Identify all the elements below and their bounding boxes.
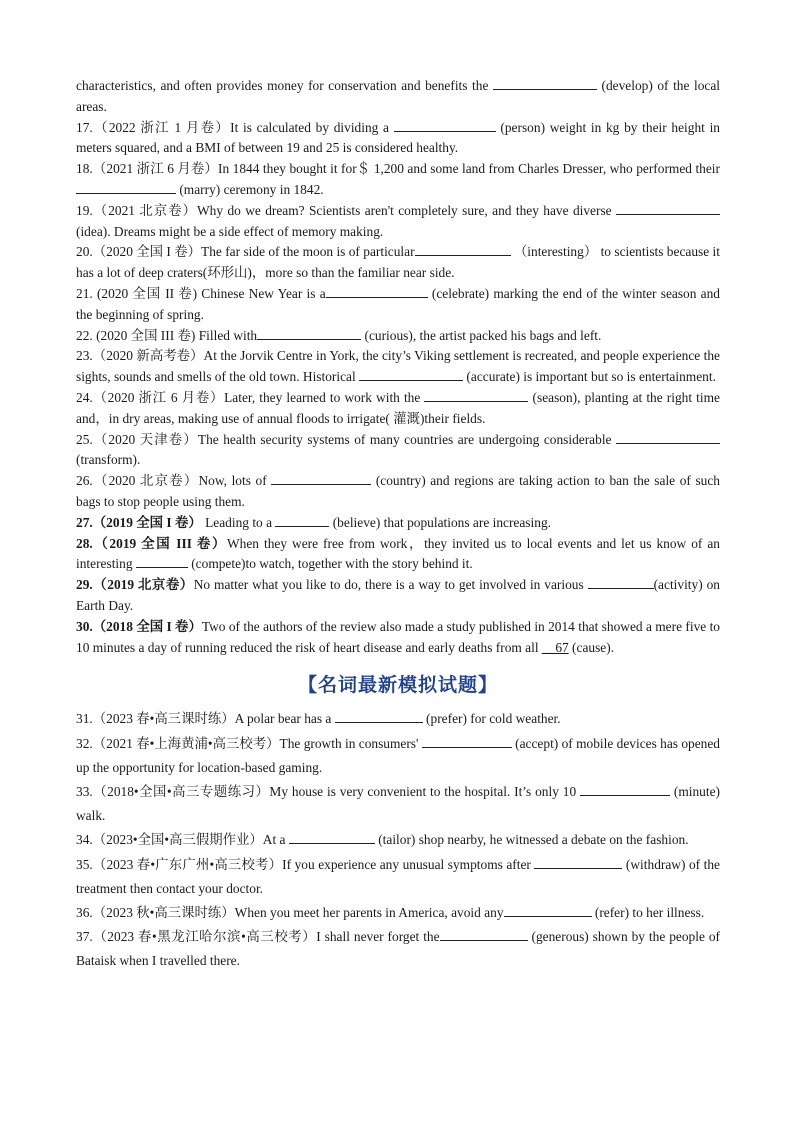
question-text: (refer) to her illness.	[591, 904, 705, 920]
question-text: 26.（2020 北京卷）Now, lots of	[76, 473, 272, 489]
exam-items-real	[76, 76, 720, 658]
question-text: 24.（2020 浙江 6 月卷）Later, they learned to work with the	[76, 389, 425, 405]
answer-blank[interactable]	[440, 928, 528, 941]
question-q30	[76, 617, 720, 659]
question-text: 31.（2023 春•高三课时练）A polar bear has a	[76, 711, 335, 727]
question-q22	[76, 326, 720, 347]
question-text: (season), planting at the right time and，in dry areas, making use of annual floods to irrigate( 灌溉)their fields.	[76, 389, 720, 426]
answer-blank[interactable]	[588, 576, 654, 589]
question-text: 28.	[76, 535, 93, 551]
question-text: 30.	[76, 618, 93, 634]
question-text: (accurate) is important but so is entertainment.	[463, 369, 716, 385]
question-text: (minute) walk.	[76, 783, 720, 824]
question-text: 34.（2023•全国•高三假期作业）At a	[76, 832, 289, 848]
question-q28	[76, 534, 720, 576]
question-text: Two of the authors of the review also made a study published in 2014 that showed a mere five to 10 minutes a day of running reduced the risk of heart disease and early deaths from all	[76, 618, 720, 655]
question-text: Leading to a	[201, 514, 276, 530]
question-text: 23.（2020 新高考卷）At the Jorvik Centre in York, the city’s Viking settlement is recreated, and people experience the sights, sounds and smells of the old town. Historical	[76, 348, 720, 385]
question-text: (prefer) for cold weather.	[422, 711, 561, 727]
answer-blank[interactable]	[493, 77, 597, 90]
question-text: 35.（2023 春•广东广州•高三校考）If you experience any unusual symptoms after	[76, 856, 535, 872]
question-q27	[76, 513, 720, 534]
question-text: 29.	[76, 577, 93, 593]
question-text: (curious), the artist packed his bags and left.	[361, 327, 602, 343]
document-page	[76, 76, 720, 974]
question-text: （2018 全国 I 卷）	[92, 618, 202, 634]
answer-blank[interactable]	[580, 783, 670, 796]
question-text: 33.（2018•全国•高三专题练习）My house is very convenient to the hospital. It’s only 10	[76, 783, 581, 799]
question-text: 21. (2020 全国 II 卷) Chinese New Year is a	[76, 285, 326, 301]
question-q29	[76, 575, 720, 617]
question-text: (person) weight in kg by their height in meters squared, and a BMI of between 19 and 25 is considered healthy.	[76, 119, 720, 156]
question-q26	[76, 471, 720, 513]
question-text: (generous) shown by the people of Bataisk when I travelled there.	[76, 929, 720, 969]
answer-blank[interactable]	[289, 831, 375, 844]
question-text: 19.（2021 北京卷）Why do we dream? Scientists aren't completely sure, and they have diverse	[76, 202, 616, 218]
answer-blank[interactable]	[534, 856, 622, 869]
question-cont	[76, 76, 720, 118]
question-q24	[76, 388, 720, 430]
answer-blank[interactable]	[271, 472, 371, 485]
question-q34	[76, 828, 720, 852]
question-text: (country) and regions are taking action to ban the sale of such bags to stop people using them.	[76, 473, 720, 509]
answer-blank[interactable]	[76, 181, 176, 194]
question-q25	[76, 430, 720, 472]
exam-items-simulated	[76, 707, 720, 973]
question-text: __67	[541, 639, 569, 655]
answer-blank[interactable]	[394, 119, 496, 132]
answer-blank[interactable]	[424, 389, 528, 402]
question-q21	[76, 284, 720, 326]
answer-blank[interactable]	[616, 431, 720, 444]
question-q36	[76, 901, 720, 925]
answer-blank[interactable]	[504, 904, 592, 917]
question-text: 36.（2023 秋•高三课时练）When you meet her parents in America, avoid any	[76, 904, 504, 920]
answer-blank[interactable]	[422, 735, 512, 748]
question-text: 25.（2020 天津卷）The health security systems of many countries are undergoing considerable	[76, 431, 616, 447]
answer-blank[interactable]	[326, 285, 428, 298]
question-text: (idea). Dreams might be a side effect of memory making.	[76, 223, 384, 239]
question-text: （2019 全国 III 卷）	[92, 535, 227, 551]
answer-blank[interactable]	[415, 243, 511, 256]
question-text: (believe) that populations are increasing.	[329, 514, 551, 530]
question-text: (marry) ceremony in 1842.	[176, 181, 324, 197]
answer-blank[interactable]	[335, 710, 423, 723]
answer-blank[interactable]	[257, 327, 361, 340]
answer-blank[interactable]	[275, 514, 329, 527]
question-text: 37.（2023 春•黑龙江哈尔滨•高三校考）I shall never forget the	[76, 929, 440, 945]
question-text: 22. (2020 全国 III 卷) Filled with	[76, 327, 258, 343]
question-text: （2019 北京卷）	[92, 577, 194, 593]
question-text: 32.（2021 春•上海黄浦•高三校考）The growth in consumers'	[76, 735, 422, 751]
question-text: (transform).	[76, 452, 141, 468]
question-text: No matter what you like to do, there is a way to get involved in various	[193, 577, 588, 593]
question-q32	[76, 732, 720, 780]
question-q23	[76, 346, 720, 388]
question-text: (activity) on Earth Day.	[76, 577, 720, 613]
section-title: 【名词最新模拟试题】	[297, 674, 498, 697]
question-text: (compete)to watch, together with the story behind it.	[187, 556, 473, 572]
question-text: (accept) of mobile devices has opened up the opportunity for location-based gaming.	[76, 735, 721, 775]
question-text: 17.（2022 浙江 1 月卷）It is calculated by dividing a	[76, 119, 394, 135]
question-q33	[76, 780, 720, 828]
question-text: characteristics, and often provides money for conservation and benefits the	[76, 78, 493, 93]
question-q17	[76, 118, 720, 160]
question-text: When they were free from work，they invited us to local events and let us know of an interesting	[76, 535, 720, 572]
answer-blank[interactable]	[616, 202, 720, 215]
question-text: （interesting） to scientists because it has a lot of deep craters(环形山)，more so than the familiar near side.	[76, 244, 720, 281]
question-q18	[76, 159, 720, 201]
question-text: (withdraw) of the treatment then contact your doctor.	[76, 856, 720, 896]
question-text: (tailor) shop nearby, he witnessed a debate on the fashion.	[374, 832, 689, 848]
answer-blank[interactable]	[359, 368, 463, 381]
question-text: （2019 全国 I 卷）	[92, 514, 202, 530]
question-text: 20.（2020 全国 I 卷）The far side of the moon is of particular	[76, 244, 415, 260]
question-q20	[76, 242, 720, 284]
question-text: (celebrate) marking the end of the winter season and the beginning of spring.	[76, 285, 721, 322]
answer-blank[interactable]	[136, 555, 188, 568]
question-q37	[76, 925, 720, 973]
question-q35	[76, 853, 720, 901]
question-text: (develop) of the local areas.	[76, 78, 720, 114]
question-q31	[76, 707, 720, 731]
question-q19	[76, 201, 720, 243]
question-text: 27.	[76, 514, 93, 530]
question-text: (cause).	[568, 639, 615, 655]
question-text: 18.（2021 浙江 6 月卷）In 1844 they bought it for＄ 1,200 and some land from Charles Dresser, who performed their	[76, 161, 720, 177]
